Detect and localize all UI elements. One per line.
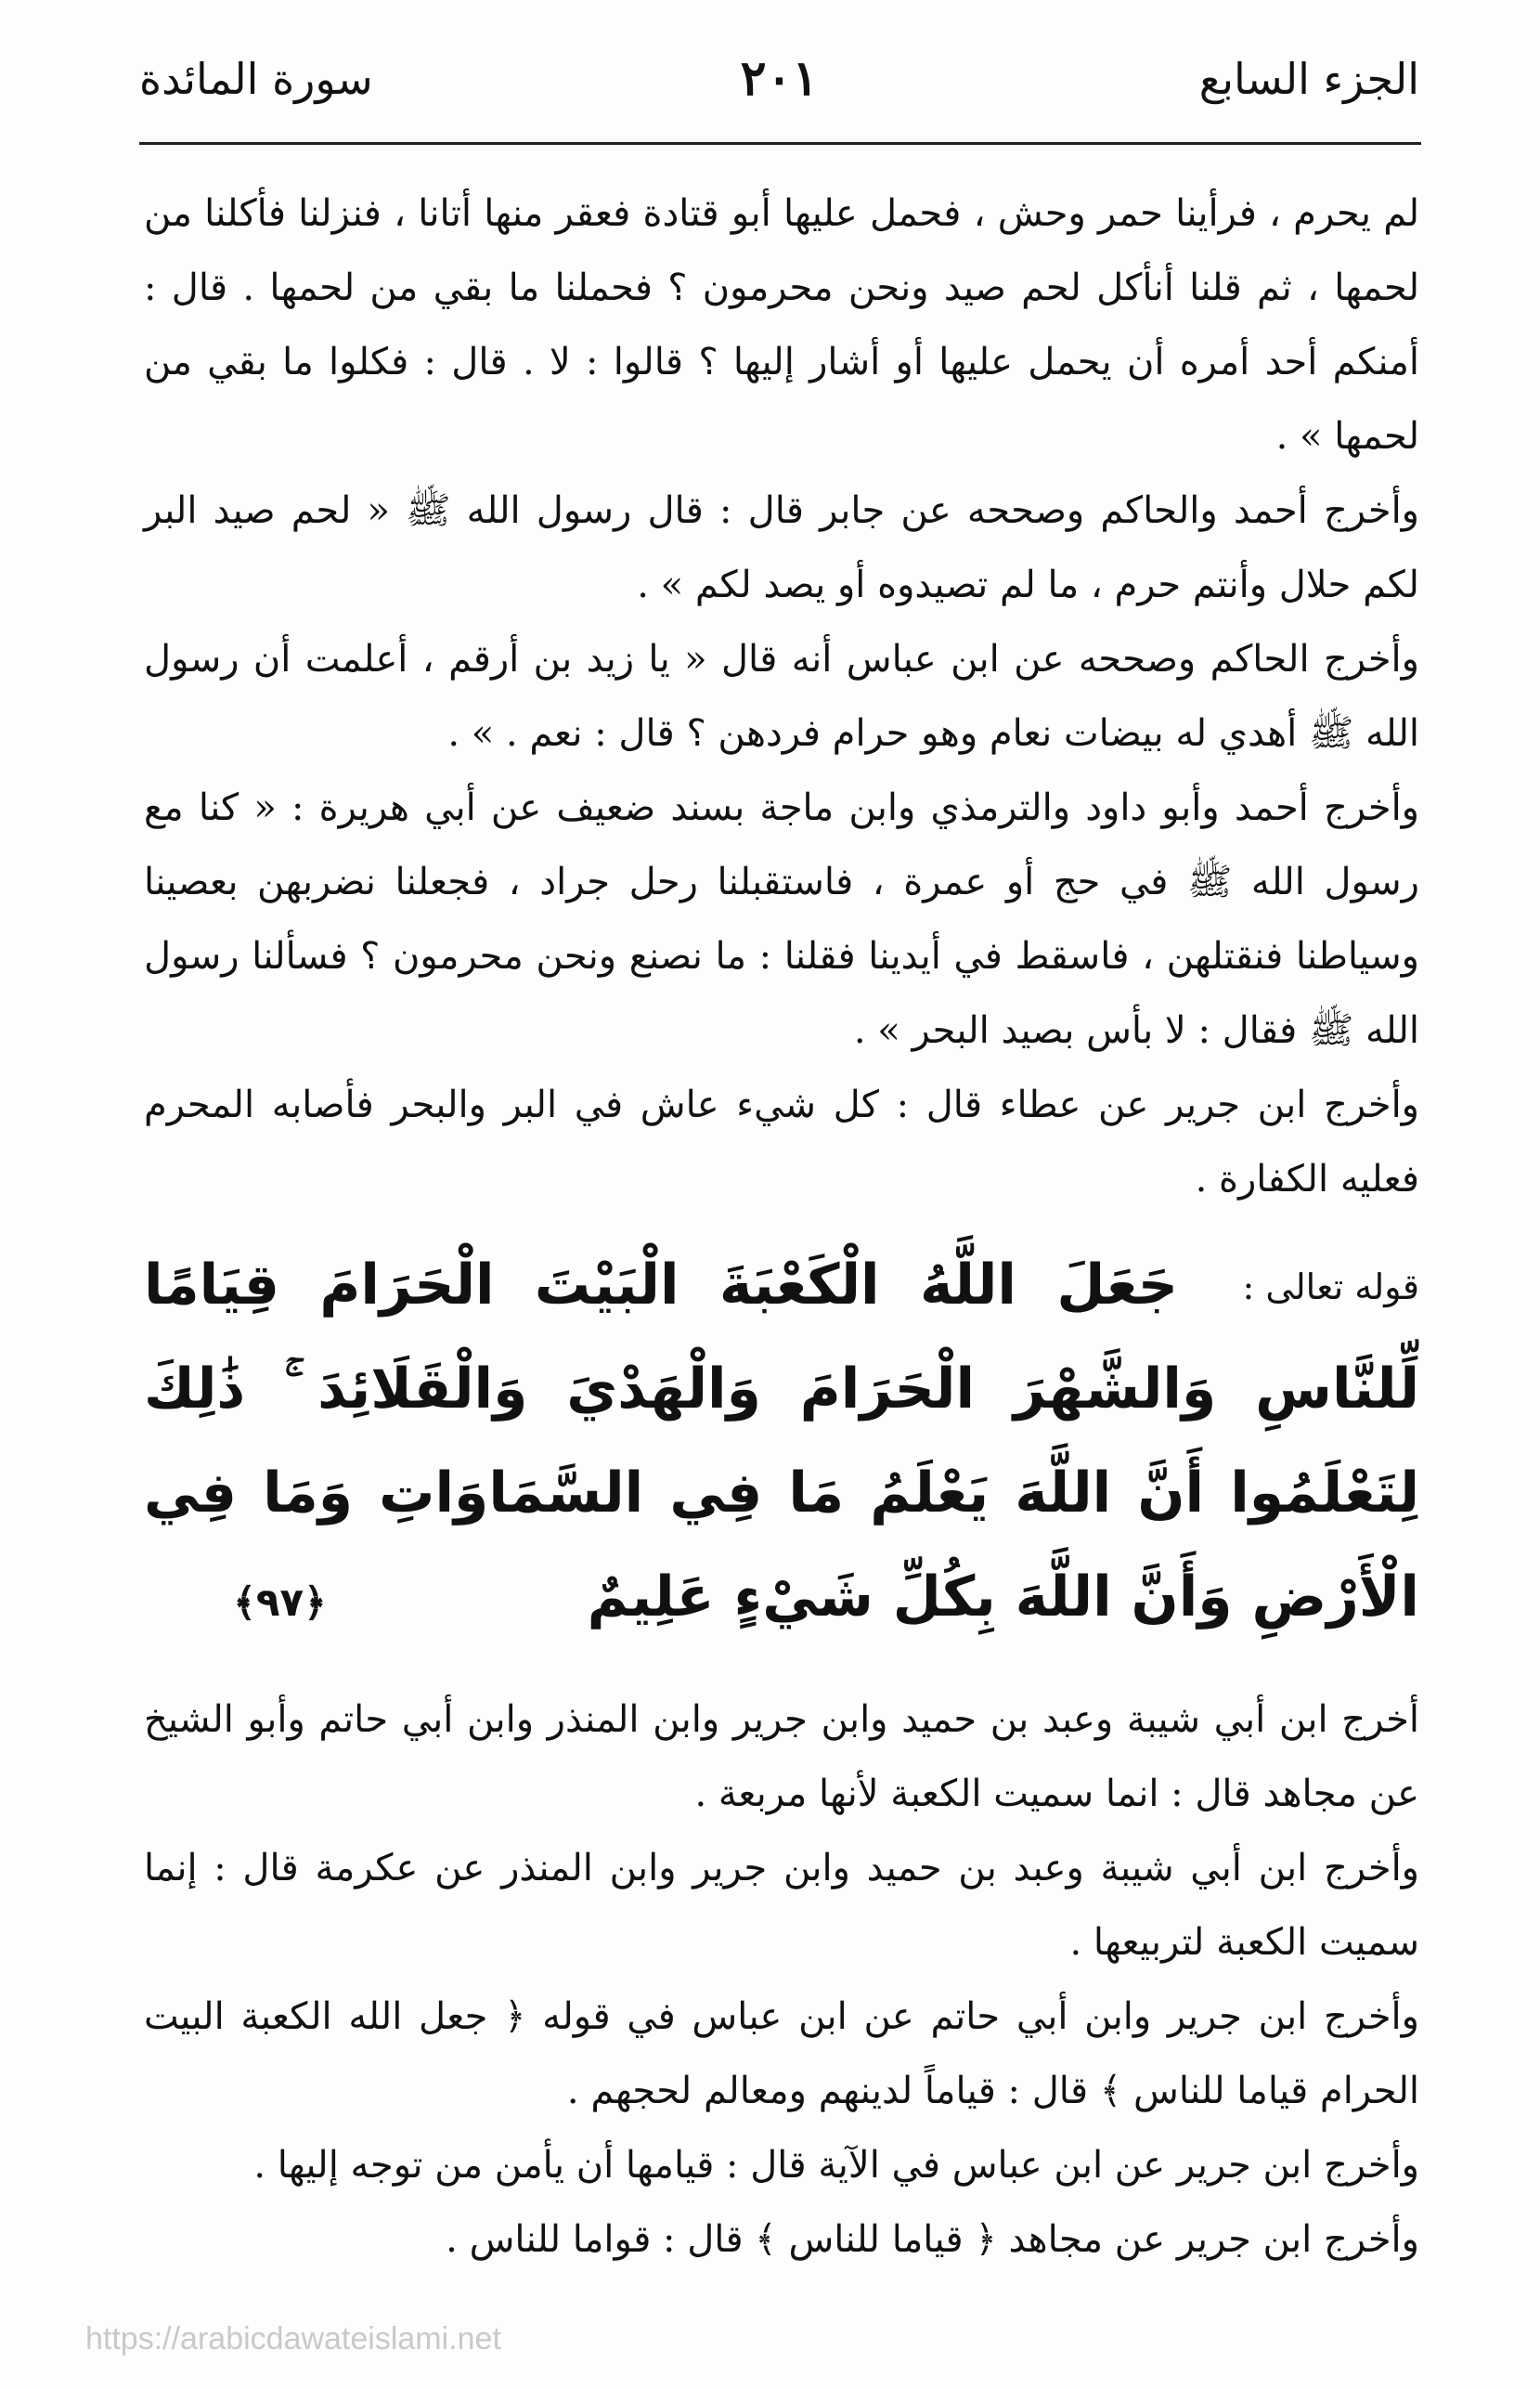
page-number: ٢٠١ [740, 50, 819, 107]
verse-text: جَعَلَ اللَّهُ الْكَعْبَةَ الْبَيْتَ الْحَرَامَ قِيَامًا لِّلنَّاسِ وَالشَّهْرَ الْحَرَامَ وَالْهَدْيَ وَالْقَلَائِدَ ۚ ذَٰلِكَ لِتَعْلَمُوا أَنَّ اللَّهَ يَعْلَمُ مَا فِي السَّمَاوَاتِ وَمَا فِي الْأَرْضِ وَأَنَّ اللَّهَ بِكُلِّ شَيْءٍ عَلِيمٌ [144, 1253, 1419, 1629]
header-rule [139, 142, 1421, 145]
paragraph: أخرج ابن أبي شيبة وعبد بن حميد وابن جرير وابن المنذر وابن أبي حاتم وأبو الشيخ عن مجاهد قال : انما سميت الكعبة لأنها مربعة . [144, 1698, 1419, 1815]
paragraph: وأخرج ابن أبي شيبة وعبد بن حميد وابن جرير وابن المنذر عن عكرمة قال : إنما سميت الكعبة لتربيعها . [144, 1847, 1419, 1964]
quran-verse-block [144, 1233, 1419, 1655]
ayah-number-marker: ﴿٩٧﴾ [233, 1579, 327, 1625]
paragraph: لم يحرم ، فرأينا حمر وحش ، فحمل عليها أبو قتادة فعقر منها أتانا ، فنزلنا فأكلنا من لحمها ، ثم قلنا أنأكل لحم صيد ونحن محرمون ؟ فحملنا ما بقي من لحمها . قال : أمنكم أحد أمره أن يحمل عليها أو أشار إليها ؟ قالوا : لا . قال : فكلوا ما بقي من لحمها » . [144, 192, 1419, 458]
page-body [144, 176, 1419, 2277]
paragraph: وأخرج ابن جرير عن ابن عباس في الآية قال : قيامها أن يأمن من توجه إليها . [253, 2144, 1419, 2187]
paragraph: وأخرج ابن جرير وابن أبي حاتم عن ابن عباس في قوله ﴿ جعل الله الكعبة البيت الحرام قياما للناس ﴾ قال : قياماً لدينهم ومعالم لحجهم . [144, 1995, 1419, 2112]
paragraph: وأخرج ابن جرير عن مجاهد ﴿ قياما للناس ﴾ قال : قواما للناس . [446, 2218, 1419, 2261]
paragraph: وأخرج ابن جرير عن عطاء قال : كل شيء عاش في البر والبحر فأصابه المحرم فعليه الكفارة . [144, 1084, 1419, 1201]
watermark-url: https://arabicdawateislami.net [85, 2321, 501, 2357]
quran-verse [144, 1233, 1419, 1655]
paragraph: وأخرج الحاكم وصححه عن ابن عباس أنه قال « يا زيد بن أرقم ، أعلمت أن رسول الله ﷺ أهدي له بيضات نعام وهو حرام فردهن ؟ قال : نعم . » . [144, 638, 1419, 755]
part-title: الجزء السابع [1198, 54, 1419, 104]
paragraph: وأخرج أحمد وأبو داود والترمذي وابن ماجة بسند ضعيف عن أبي هريرة : « كنا مع رسول الله ﷺ في حج أو عمرة ، فاستقبلنا رحل جراد ، فجعلنا نضربهن بعصينا وسياطنا فنقتلهن ، فاسقط في أيدينا فقلنا : ما نصنع ونحن محرمون ؟ فسألنا رسول الله ﷺ فقال : لا بأس بصيد البحر » . [144, 786, 1419, 1052]
paragraph: وأخرج أحمد والحاكم وصححه عن جابر قال : قال رسول الله ﷺ « لحم صيد البر لكم حلال وأنتم حرم ، ما لم تصيدوه أو يصد لكم » . [144, 489, 1419, 606]
surah-title: سورة المائدة [139, 54, 373, 104]
verse-intro: قوله تعالى : [1242, 1266, 1419, 1307]
page-header [139, 45, 1419, 128]
